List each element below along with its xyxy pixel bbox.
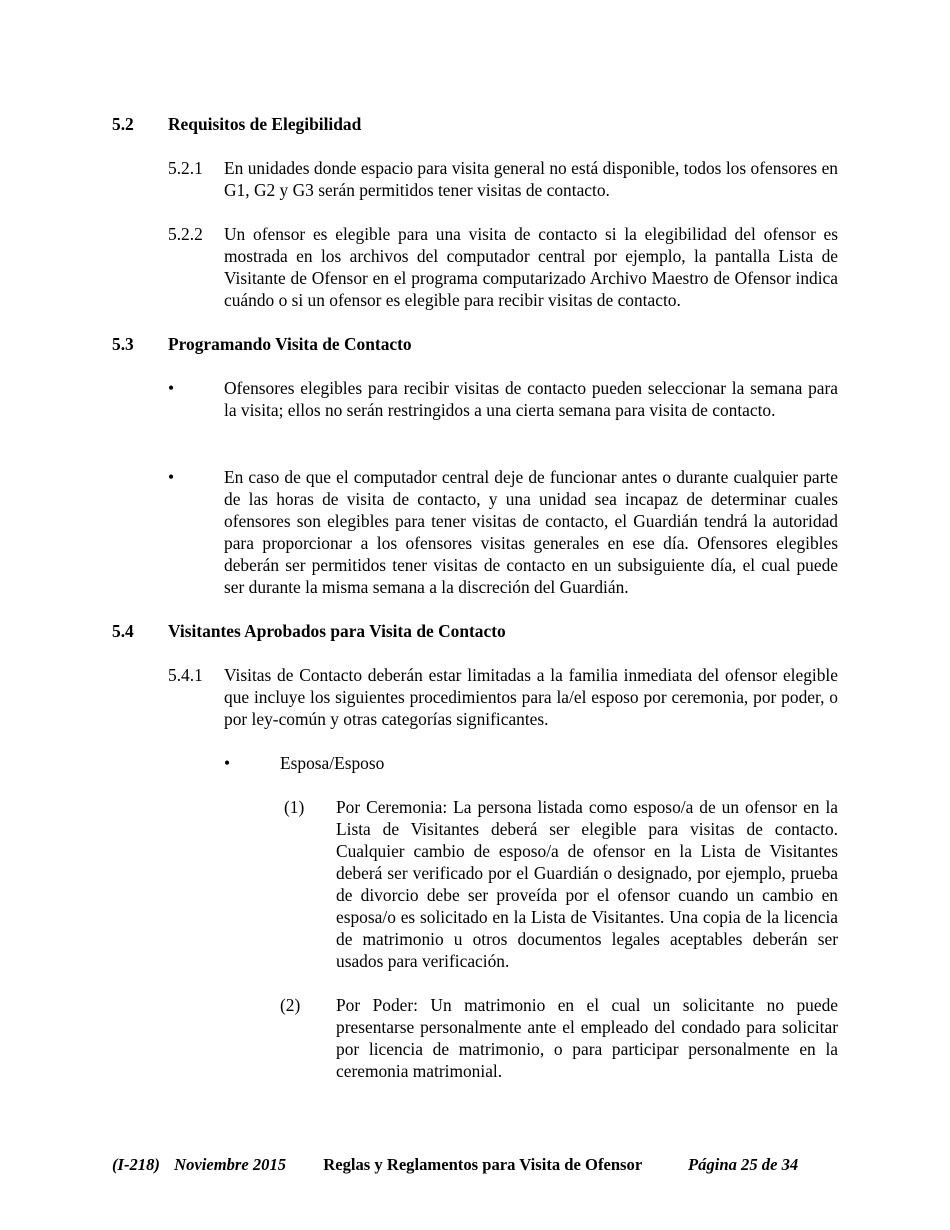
bullet-icon: • (168, 378, 175, 398)
subsection-number: 5.2.2 (168, 224, 203, 244)
footer (112, 1154, 798, 1176)
section-heading: Visitantes Aprobados para Visita de Contacto (168, 621, 506, 641)
footer-page: Página 25 de 34 (688, 1155, 799, 1174)
bullet-icon: • (224, 753, 231, 773)
subsection-number: 5.2.1 (168, 158, 203, 178)
bullet-label: Esposa/Esposo (280, 753, 385, 773)
bullet-paragraph: En caso de que el computador central deje de funcionar antes o durante cualquier parte de las horas de visita de contacto, y una unidad sea incapaz de determinar cuales ofensores son elegibles para tener visitas de contacto, el Guardián tendrá la autoridad para proporcionar a los ofensores visitas generales en ese día. Ofensores elegibles deberán ser permitidos tener visitas de contacto en un subsiguiente día, el cual puede ser durante la misma semana a la discreción del Guardián. (224, 467, 838, 597)
paragraph: Un ofensor es elegible para una visita de contacto si la elegibilidad del ofensor es mostrada en los archivos del computador central por ejemplo, la pantalla Lista de Visitante de Ofensor en el programa computarizado Archivo Maestro de Ofensor indica cuándo o si un ofensor es elegible para recibir visitas de contacto. (224, 224, 838, 310)
footer-doc-id: (I-218) (112, 1155, 160, 1174)
subsection-number: 5.4.1 (168, 665, 203, 685)
section-heading: Programando Visita de Contacto (168, 334, 412, 354)
footer-title: Reglas y Reglamentos para Visita de Ofensor (323, 1155, 642, 1174)
paragraph: En unidades donde espacio para visita general no está disponible, todos los ofensores en G1, G2 y G3 serán permitidos tener visitas de contacto. (224, 158, 838, 200)
section-number: 5.2 (112, 114, 134, 134)
footer-date: Noviembre 2015 (174, 1155, 287, 1174)
item-paragraph: Por Poder: Un matrimonio en el cual un solicitante no puede presentarse personalmente ante el empleado del condado para solicitar por licencia de matrimonio, o para participar personalmente en la ceremonia matrimonial. (336, 995, 838, 1081)
item-number: (1) (284, 797, 305, 817)
paragraph: Visitas de Contacto deberán estar limitadas a la familia inmediata del ofensor elegible que incluye los siguientes procedimientos para la/el esposo por ceremonia, por poder, o por ley-común y otras categorías significantes. (224, 665, 838, 729)
section-number: 5.3 (112, 334, 134, 354)
item-paragraph: Por Ceremonia: La persona listada como esposo/a de un ofensor en la Lista de Visitantes deberá ser elegible para visitas de contacto. Cualquier cambio de esposo/a de ofensor en la Lista de Visitantes deberá ser verificado por el Guardián o designado, por ejemplo, prueba de divorcio debe ser proveída por el ofensor cuando un cambio en esposa/o es solicitado en la Lista de Visitantes. Una copia de la licencia de matrimonio u otros documentos legales aceptables deberán ser usados para verificación. (336, 797, 838, 971)
bullet-icon: • (168, 467, 175, 487)
section-number: 5.4 (112, 621, 134, 641)
item-number: (2) (280, 995, 301, 1015)
section-heading: Requisitos de Elegibilidad (168, 114, 362, 134)
bullet-paragraph: Ofensores elegibles para recibir visitas de contacto pueden seleccionar la semana para la visita; ellos no serán restringidos a una cierta semana para visita de contacto. (224, 378, 838, 420)
